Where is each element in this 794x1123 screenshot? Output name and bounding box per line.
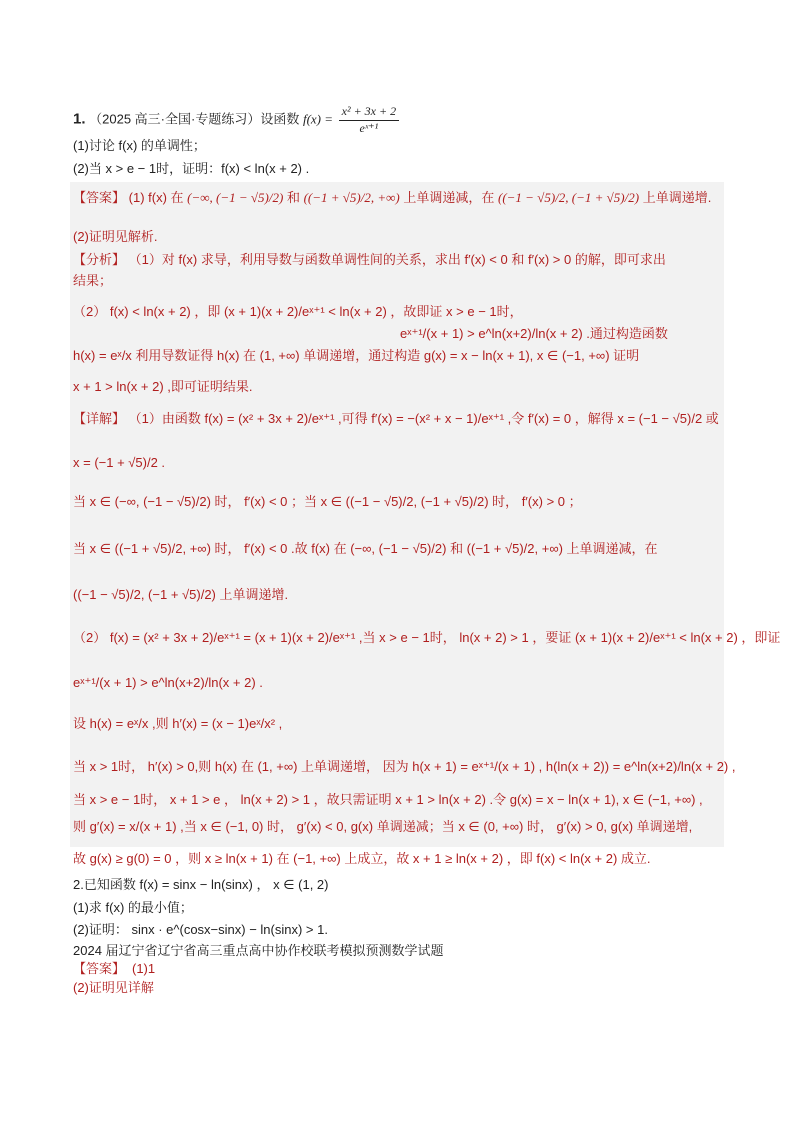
q1-answer-interval2: ((−1 + √5)/2, +∞) — [303, 190, 400, 205]
q1-func-numerator: x² + 3x + 2 — [339, 104, 399, 121]
q1-answer-line — [73, 190, 711, 207]
q2-source: 2024 届辽宁省辽宁省高三重点高中协作校联考模拟预测数学试题 — [73, 943, 444, 958]
q1-detail-line9: 当 x > 1时， h′(x) > 0,则 h(x) 在 (1, +∞) 上单调递增， 因为 h(x + 1) = eˣ⁺¹/(x + 1) , h(ln(x + 2)) = e^ln(x+2)/ln(x + 2) , — [73, 759, 736, 774]
q1-analysis-line1 — [73, 252, 666, 269]
q1-detail-line11: 则 g′(x) = x/(x + 1) ,当 x ∈ (−1, 0) 时， g′(x) < 0, g(x) 单调递减；当 x ∈ (0, +∞) 时， g′(x) > 0, g(x) 单调递增, — [73, 819, 693, 834]
q1-func-label: f(x) = — [302, 111, 334, 127]
q1-detail-line5: ((−1 − √5)/2, (−1 + √5)/2) 上单调递增. — [73, 587, 289, 602]
q1-answer-interval3: ((−1 − √5)/2, (−1 + √5)/2) — [498, 190, 640, 205]
q1-number: 1. — [73, 110, 86, 128]
q1-answer-part2: (2)证明见解析. — [73, 229, 158, 244]
solution-shade — [70, 182, 724, 847]
q1-detail-line6: （2） f(x) = (x² + 3x + 2)/eˣ⁺¹ = (x + 1)(x + 2)/eˣ⁺¹ ,当 x > e − 1时， ln(x + 2) > 1 ，要证 (x + 1)(x + 2)/eˣ⁺¹ < ln(x + 2) ，即证 — [73, 630, 781, 645]
q1-detail-line2: x = (−1 + √5)/2 . — [73, 455, 166, 470]
q1-answer-and: 和 — [286, 190, 300, 205]
q1-detail-line12: 故 g(x) ≥ g(0) = 0 ，则 x ≥ ln(x + 1) 在 (−1, +∞) 上成立，故 x + 1 ≥ ln(x + 2) ，即 f(x) < ln(x + 2) 成立. — [73, 851, 651, 866]
q1-func-denominator: eˣ⁺¹ — [359, 120, 379, 135]
q1-part2: (2)当 x > e − 1时，证明：f(x) < ln(x + 2) . — [73, 161, 310, 176]
q1-detail-line8: 设 h(x) = eˣ/x ,则 h′(x) = (x − 1)eˣ/x² , — [73, 716, 283, 731]
q1-detail-line3: 当 x ∈ (−∞, (−1 − √5)/2) 时， f′(x) < 0 ；当 x ∈ ((−1 − √5)/2, (−1 + √5)/2) 时， f′(x) > 0 ； — [73, 494, 582, 509]
q1-answer-interval1: (−∞, (−1 − √5)/2) — [187, 190, 284, 205]
q2-answer1: (1)1 — [132, 961, 156, 976]
q2-answer2: (2)证明见详解 — [73, 980, 154, 995]
q1-title — [73, 104, 401, 136]
q2-answer-label: 【答案】 — [73, 961, 126, 976]
q1-detail-line1 — [73, 411, 719, 428]
q2-part1: (1)求 f(x) 的最小值； — [73, 900, 193, 915]
q1-analysis-line3: h(x) = eˣ/x 利用导数证得 h(x) 在 (1, +∞) 单调递增，通过构造 g(x) = x − ln(x + 1), x ∈ (−1, +∞) 证明 — [73, 348, 640, 363]
q1-detail-line4: 当 x ∈ ((−1 + √5)/2, +∞) 时， f′(x) < 0 .故 f(x) 在 (−∞, (−1 − √5)/2) 和 ((−1 + √5)/2, +∞) 上单调递减，在 — [73, 541, 658, 556]
q1-answer-decreasing: 上单调递减，在 — [403, 190, 495, 205]
q1-answer-label: 【答案】 — [73, 190, 126, 205]
q1-detail-text1: （1）由函数 f(x) = (x² + 3x + 2)/eˣ⁺¹ ,可得 f′(x) = −(x² + x − 1)/eˣ⁺¹ ,令 f′(x) = 0 ，解得 x = (−1 − √5)/2 或 — [128, 411, 719, 426]
q1-detail-line7: eˣ⁺¹/(x + 1) > e^ln(x+2)/ln(x + 2) . — [73, 675, 263, 690]
q1-analysis-line2b: eˣ⁺¹/(x + 1) > e^ln(x+2)/ln(x + 2) .通过构造函数 — [400, 326, 668, 341]
q1-analysis-line4: x + 1 > ln(x + 2) ,即可证明结果. — [73, 379, 253, 394]
q1-analysis-line1b: 结果； — [73, 273, 113, 288]
q1-analysis-line2a: （2） f(x) < ln(x + 2) ，即 (x + 1)(x + 2)/eˣ⁺¹ < ln(x + 2) ，故即证 x > e − 1时， — [73, 304, 523, 319]
q2-title: 2.已知函数 f(x) = sinx − ln(sinx) ， x ∈ (1, 2) — [73, 877, 329, 892]
q2-part2: (2)证明： sinx · e^(cosx−sinx) − ln(sinx) > 1. — [73, 922, 328, 937]
q1-detail-label: 【详解】 — [73, 411, 126, 426]
q1-part1: (1)讨论 f(x) 的单调性； — [73, 138, 206, 153]
q1-analysis-label: 【分析】 — [73, 252, 126, 267]
q1-source: （2025 高三·全国·专题练习）设函数 — [89, 111, 300, 127]
q1-func-fraction — [339, 104, 399, 136]
q1-detail-line10: 当 x > e − 1时， x + 1 > e ， ln(x + 2) > 1 ，故只需证明 x + 1 > ln(x + 2) .令 g(x) = x − ln(x + 1), x ∈ (−1, +∞) , — [73, 792, 703, 807]
q1-answer-part1-a: (1) f(x) 在 — [128, 190, 184, 205]
q1-answer-increasing: 上单调递增. — [642, 190, 712, 205]
q1-analysis-text1: （1）对 f(x) 求导，利用导数与函数单调性间的关系，求出 f′(x) < 0 和 f′(x) > 0 的解，即可求出 — [128, 252, 666, 267]
